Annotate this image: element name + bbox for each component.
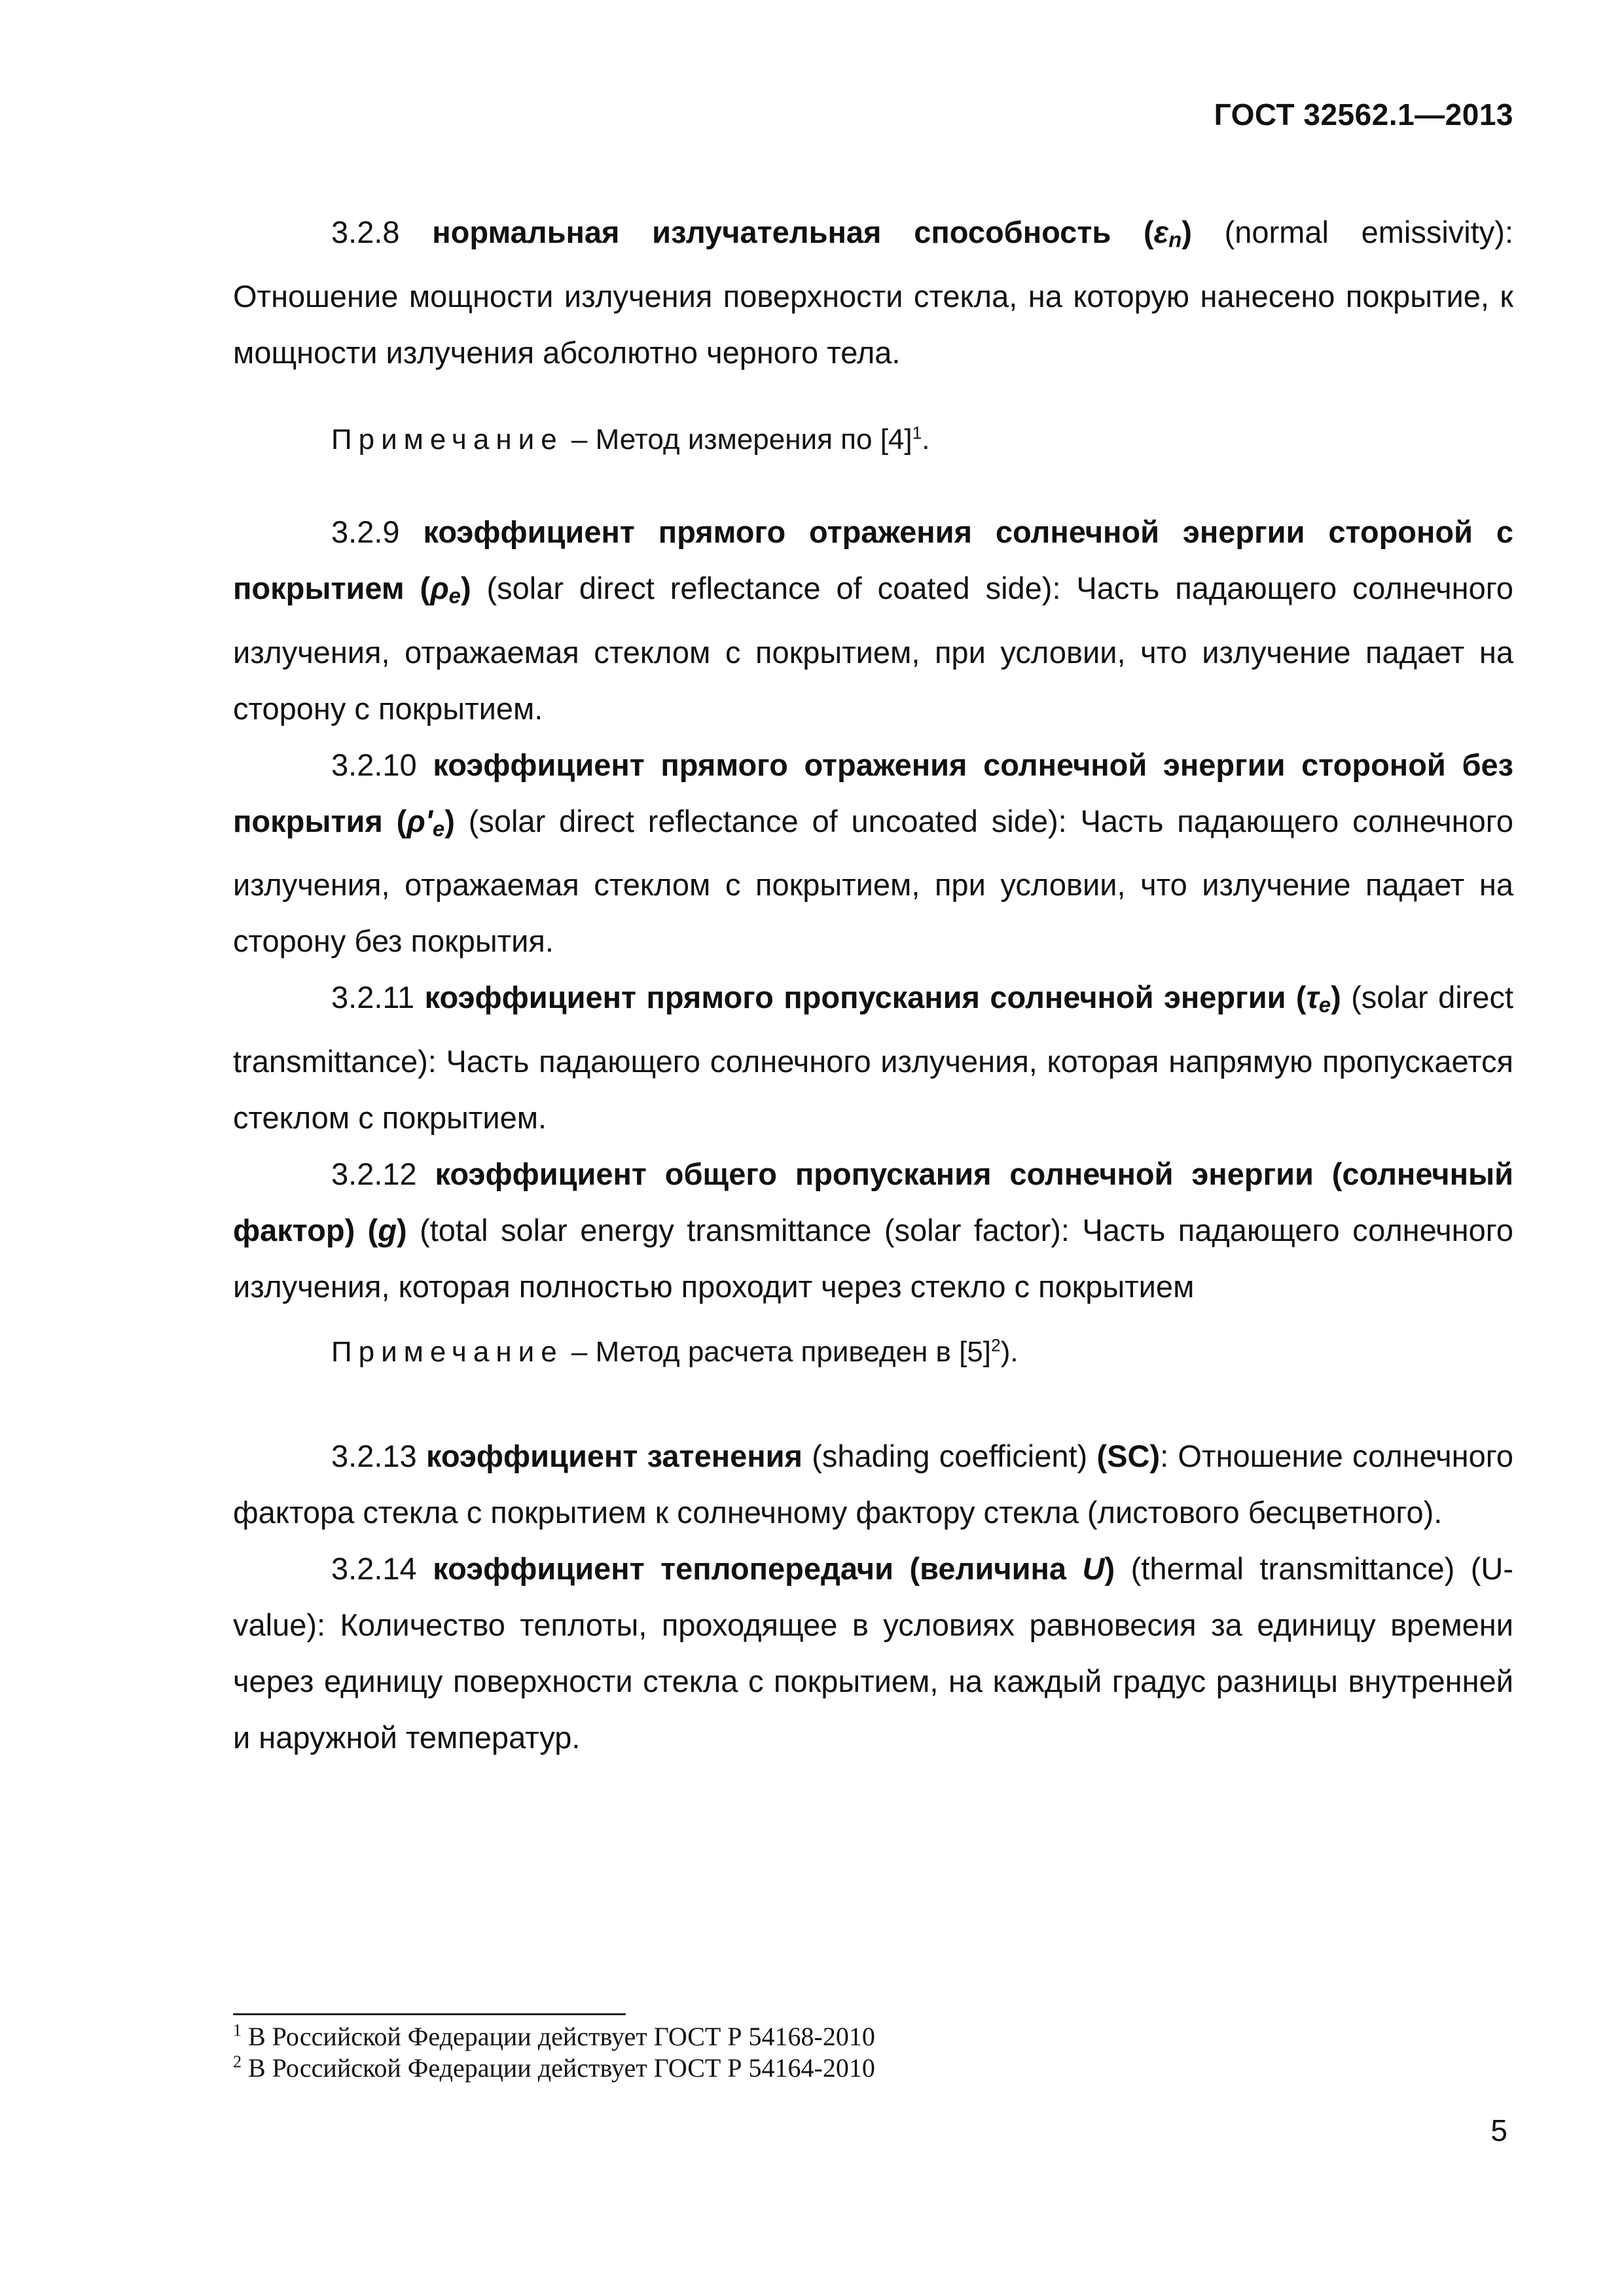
section-number: 3.2.12 bbox=[331, 1156, 417, 1191]
term: коэффициент прямого отражения солнечной энергии стороной с покрытием $(\rho_e)$ bbox=[233, 514, 1514, 608]
symbol-subscript: e bbox=[448, 583, 461, 608]
section-3-2-11 bbox=[233, 969, 1513, 1146]
symbol: g bbox=[378, 1212, 397, 1247]
section-number: 3.2.8 bbox=[331, 215, 400, 249]
section-3-2-9 bbox=[233, 504, 1513, 737]
note-calculation: Примечание – Метод расчета приведен в $[5]^2$). bbox=[331, 1335, 1019, 1368]
footnote-2 bbox=[233, 2053, 875, 2084]
term: коэффициент прямого пропускания солнечной энергии $(\tau_e)$ bbox=[424, 980, 1341, 1017]
footnote-1 bbox=[233, 2021, 875, 2053]
abbreviation: (SC) bbox=[1096, 1439, 1161, 1473]
symbol: τ bbox=[1306, 980, 1319, 1015]
footnote-ref: 2 bbox=[991, 1335, 1001, 1355]
term: коэффициент прямого отражения солнечной энергии стороной без покрытия $(\rho'_e)$ bbox=[233, 747, 1513, 841]
note-text: – Метод измерения по [4] bbox=[563, 423, 912, 456]
footnote-divider bbox=[233, 2013, 626, 2015]
term: нормальная излучательная способность $(\varepsilon_n)$ bbox=[432, 215, 1192, 252]
term: коэффициент затенения bbox=[425, 1439, 803, 1473]
section-number: 3.2.10 bbox=[331, 747, 417, 782]
symbol: U bbox=[1082, 1551, 1105, 1586]
section-number: 3.2.11 bbox=[331, 980, 415, 1015]
footnote-text: В Российской Федерации действует ГОСТ Р 54164-2010 bbox=[242, 2053, 875, 2083]
note-measurement: Примечание – Метод измерения по $[4]^1$. bbox=[331, 423, 930, 456]
note-text: – Метод расчета приведен в [5] bbox=[563, 1336, 992, 1368]
footnote-mark: 1 bbox=[233, 2020, 242, 2040]
definitions-block-2 bbox=[233, 1428, 1513, 1766]
symbol-subscript: e bbox=[1318, 992, 1331, 1017]
section-3-2-12 bbox=[233, 1146, 1513, 1315]
page-number: 5 bbox=[1490, 2113, 1507, 2147]
section-number: 3.2.9 bbox=[331, 514, 400, 549]
section-3-2-10 bbox=[233, 737, 1513, 970]
term: коэффициент теплопередачи (величина U) bbox=[433, 1551, 1115, 1586]
definition: (total solar energy transmittance (solar factor): Часть падающего солнечного излучения, которая полностью проходит через стекло с покрытием bbox=[233, 1212, 1514, 1304]
symbol-subscript: n bbox=[1168, 227, 1182, 252]
section-number: 3.2.14 bbox=[331, 1551, 417, 1586]
english-term: (shading coefficient) bbox=[802, 1439, 1097, 1473]
definition: (solar direct reflectance of uncoated side): Часть падающего солнечного излучения, отражаемая стеклом с покрытием, при условии, что излучение падает на сторону без покрытия. bbox=[233, 803, 1513, 959]
definition: : Отношение солнечного фактора стекла с покрытием к солнечному фактору стекла (листового бесцветного). bbox=[233, 1439, 1513, 1530]
symbol: ρ bbox=[430, 571, 449, 605]
footnote-mark: 2 bbox=[233, 2052, 242, 2072]
term: коэффициент общего пропускания солнечной энергии (солнечный фактор) (g) bbox=[233, 1156, 1513, 1247]
section-3-2-14 bbox=[233, 1541, 1513, 1766]
note-label: Примечание bbox=[331, 1336, 564, 1368]
document-code: ГОСТ 32562.1—2013 bbox=[1214, 98, 1513, 132]
symbol-subscript: e bbox=[432, 816, 445, 841]
section-3-2-8 bbox=[233, 204, 1513, 381]
definition: (normal emissivity): Отношение мощности излучения поверхности стекла, на которую нанесено покрытие, к мощности излучения абсолютно черного тела. bbox=[233, 215, 1514, 370]
section-number: 3.2.13 bbox=[331, 1439, 417, 1473]
section-3-2-13 bbox=[233, 1428, 1513, 1541]
definition: (solar direct transmittance): Часть падающего солнечного излучения, которая напрямую пропускается стеклом с покрытием. bbox=[233, 980, 1514, 1135]
definition: (thermal transmittance) (U-value): Количество теплоты, проходящее в условиях равновесия за единицу времени через единицу поверхности стекла с покрытием, на каждый градус разницы внутренней и наружной температур. bbox=[233, 1551, 1513, 1755]
definition: (solar direct reflectance of coated side): Часть падающего солнечного излучения, отражаемая стеклом с покрытием, при условии, что излучение падает на сторону с покрытием. bbox=[233, 571, 1513, 726]
footnote-ref: 1 bbox=[912, 423, 922, 443]
symbol: ρ' bbox=[406, 803, 433, 838]
symbol: ε bbox=[1153, 215, 1169, 249]
note-label: Примечание bbox=[331, 423, 564, 456]
footnote-text: В Российской Федерации действует ГОСТ Р 54168-2010 bbox=[242, 2022, 875, 2051]
definitions-block-1 bbox=[233, 504, 1513, 1315]
